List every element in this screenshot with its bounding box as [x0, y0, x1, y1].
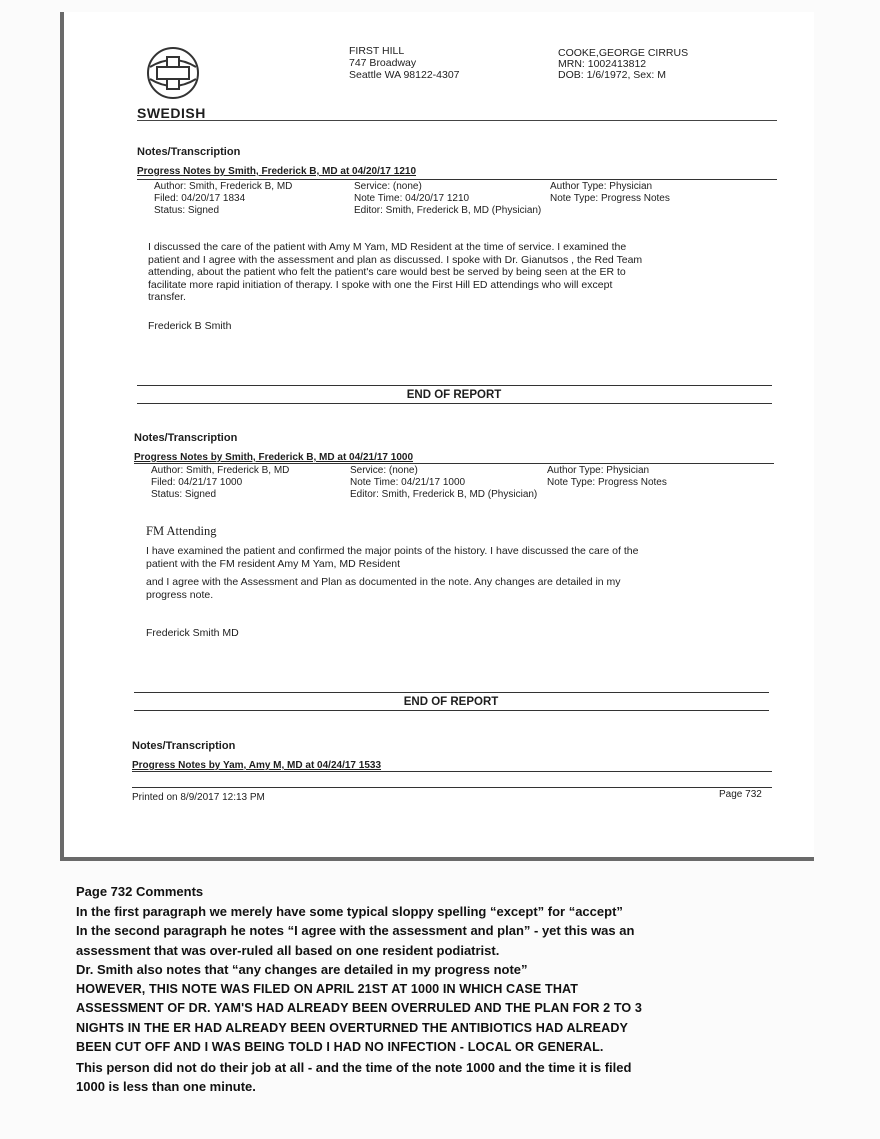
facility-address: [349, 45, 460, 81]
note-author-type: Author Type: Physician: [550, 181, 653, 192]
comment-line: 1000 is less than one minute.: [76, 1079, 256, 1094]
facility-name: FIRST HILL: [349, 45, 405, 57]
comment-line: In the first paragraph we merely have some typical sloppy spelling “except” for “accept”: [76, 903, 623, 919]
patient-dob: DOB: 1/6/1972, Sex: M: [558, 69, 666, 81]
note-author: Author: Smith, Frederick B, MD: [151, 465, 290, 476]
note-meta-right: [547, 465, 667, 489]
end-rule-top: [134, 692, 769, 693]
note-body-line: attending, about the patient who felt the patient's care would best be served by being seen at the ER to: [148, 266, 626, 278]
swedish-logo-icon: [142, 45, 204, 101]
note-meta-middle: [350, 465, 537, 501]
note-title: Progress Notes by Smith, Frederick B, MD at 04/21/17 1000: [134, 452, 414, 463]
note-title-rule: [137, 179, 777, 180]
comment-line: ASSESSMENT OF DR. YAM'S HAD ALREADY BEEN OVERRULED AND THE PLAN FOR 2 TO 3: [76, 1001, 642, 1015]
note-author-type: Author Type: Physician: [547, 465, 650, 476]
note-body-line: transfer.: [148, 291, 186, 303]
printed-on: Printed on 8/9/2017 12:13 PM: [132, 792, 265, 803]
note-service: Service: (none): [350, 465, 418, 476]
comment-line: HOWEVER, THIS NOTE WAS FILED ON APRIL 21ST AT 1000 IN WHICH CASE THAT: [76, 981, 579, 996]
note-type: Note Type: Progress Notes: [547, 477, 667, 488]
end-rule-bottom: [137, 403, 772, 404]
scanned-record-page: [60, 12, 814, 861]
note-heading: FM Attending: [146, 524, 217, 538]
note-status: Status: Signed: [151, 489, 217, 500]
note-title-rule: [132, 771, 772, 772]
note-filed: Filed: 04/20/17 1834: [154, 193, 246, 204]
note-meta-right: [550, 181, 670, 205]
patient-mrn: MRN: 1002413812: [558, 58, 647, 70]
note-editor: Editor: Smith, Frederick B, MD (Physician): [350, 489, 538, 500]
note-body-line: progress note.: [146, 588, 214, 601]
note-filed: Filed: 04/21/17 1000: [151, 477, 243, 488]
note-body-line: patient with the FM resident Amy M Yam, MD Resident: [146, 557, 401, 570]
facility-street: 747 Broadway: [349, 57, 417, 69]
footer-rule: [132, 787, 772, 788]
note-time: Note Time: 04/20/17 1210: [354, 193, 470, 204]
note-body-line: and I agree with the Assessment and Plan as documented in the note. Any changes are detailed in my: [146, 576, 621, 588]
note-author: Author: Smith, Frederick B, MD: [154, 181, 293, 192]
comment-line: In the second paragraph he notes “I agree with the assessment and plan” - yet this was an: [76, 923, 635, 938]
note-meta-left: [151, 465, 289, 501]
note-body-continued: [146, 576, 621, 601]
end-rule-bottom: [134, 710, 769, 711]
note-title-rule: [134, 463, 774, 464]
section-title: Notes/Transcription: [132, 740, 236, 752]
comment-line: BEEN CUT OFF AND I WAS BEING TOLD I HAD NO INFECTION - LOCAL OR GENERAL.: [76, 1040, 604, 1054]
brand-name: SWEDISH: [137, 105, 206, 121]
section-title: Notes/Transcription: [137, 146, 241, 158]
page-comments: [76, 882, 816, 1097]
note-body-line: I have examined the patient and confirmed the major points of the history. I have discussed the care of the: [146, 545, 639, 557]
note-editor: Editor: Smith, Frederick B, MD (Physician): [354, 205, 542, 216]
comments-title: Page 732 Comments: [76, 884, 204, 899]
note-meta-middle: [354, 181, 541, 217]
note-body: [148, 241, 642, 304]
comment-line: This person did not do their job at all - and the time of the note 1000 and the time it is filed: [76, 1059, 632, 1075]
header-divider: [137, 120, 777, 121]
page-number: Page 732: [719, 789, 762, 800]
note-status: Status: Signed: [154, 205, 220, 216]
end-of-report: END OF REPORT: [403, 696, 499, 708]
comment-line: Dr. Smith also notes that “any changes are detailed in my progress note”: [76, 962, 528, 977]
note-type: Note Type: Progress Notes: [550, 193, 670, 204]
note-signature: Frederick B Smith: [148, 320, 232, 332]
note-service: Service: (none): [354, 181, 422, 192]
patient-name: COOKE,GEORGE CIRRUS: [558, 47, 689, 59]
note-body-line: I discussed the care of the patient with Amy M Yam, MD Resident at the time of service. I examined the: [148, 241, 627, 253]
end-rule-top: [137, 385, 772, 386]
facility-city: Seattle WA 98122-4307: [349, 69, 460, 81]
comment-line: NIGHTS IN THE ER HAD ALREADY BEEN OVERTURNED THE ANTIBIOTICS HAD ALREADY: [76, 1020, 629, 1035]
end-of-report: END OF REPORT: [406, 389, 502, 401]
patient-info: [558, 48, 688, 81]
note-body: [146, 545, 638, 570]
note-body-line: facilitate more rapid initiation of therapy. I spoke with one the First Hill ED attendings who will except: [148, 278, 613, 291]
note-signature: Frederick Smith MD: [146, 627, 239, 639]
note-title: Progress Notes by Smith, Frederick B, MD at 04/20/17 1210: [137, 166, 417, 177]
note-meta-left: [154, 181, 292, 217]
note-title: Progress Notes by Yam, Amy M, MD at 04/24/17 1533: [132, 760, 382, 771]
note-body-line: patient and I agree with the assessment and plan as discussed. I spoke with Dr. Gianutsos , the Red Team: [148, 253, 643, 266]
note-time: Note Time: 04/21/17 1000: [350, 477, 466, 488]
comment-line: assessment that was over-ruled all based on one resident podiatrist.: [76, 942, 500, 958]
section-title: Notes/Transcription: [134, 432, 238, 444]
